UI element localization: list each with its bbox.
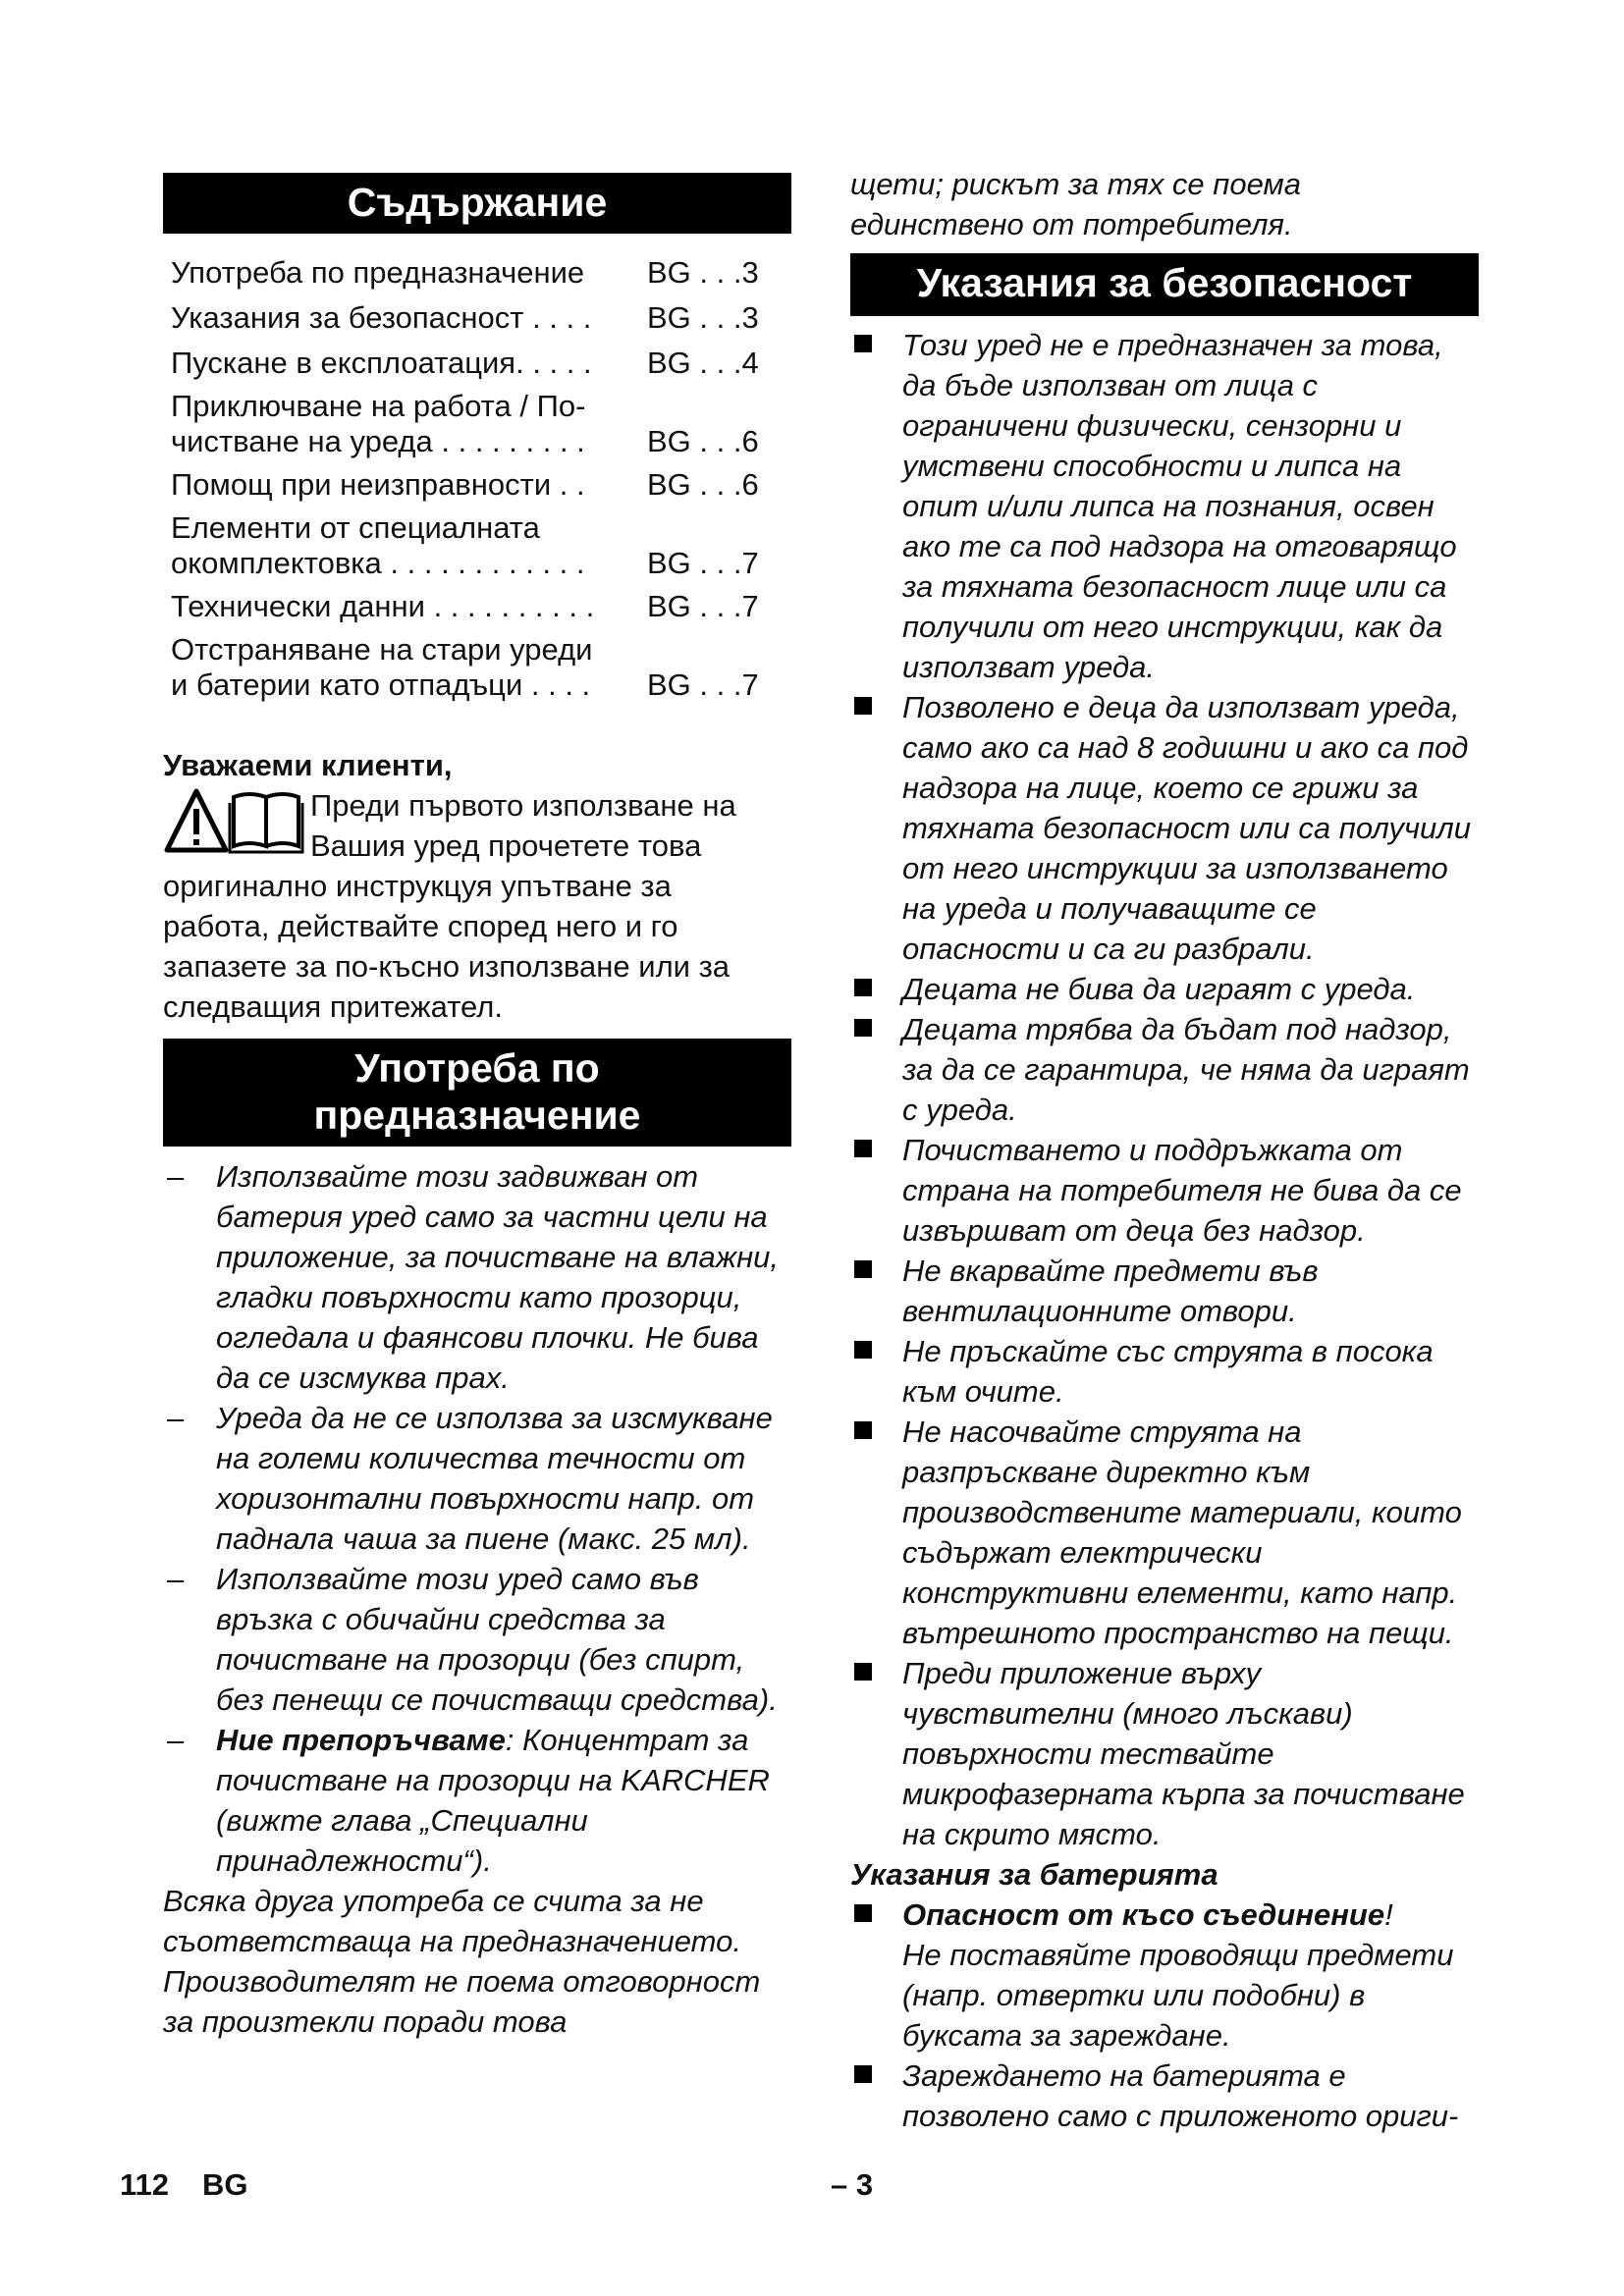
bullet-square-icon	[854, 2065, 872, 2083]
list-item: Този уред не е предназначен за това, да бъде използван от лица с ограничени физически, сензорни и умствени способности и липса на опит и/или липса на познания, освен ако те са под надзора на отговарящо за тяхната безопасност лице или са получили от него инструкции, как да използват уреда.	[850, 325, 1479, 687]
list-item: Преди приложение върху чувствителни (много лъскави) повърхности тествайте микрофазерната кърпа за почистване на скрито място.	[850, 1653, 1479, 1854]
bullet-square-icon	[854, 1260, 872, 1278]
bullet-square-icon	[854, 1421, 872, 1439]
list-item	[163, 1720, 791, 1881]
toc-entry[interactable]: Пускане в експлоатация. . . . . BG . . .4	[171, 346, 759, 380]
bullet-square-icon	[854, 697, 872, 715]
warning-triangle-icon	[163, 785, 310, 862]
footer-sub-page: – 3	[831, 2167, 874, 2202]
safety-heading	[850, 253, 1479, 316]
intended-use-closing: Всяка друга употреба се счита за не съответстваща на предназначението. Производителят не поема отговорност за произтекли поради това	[163, 1884, 761, 2039]
intended-use-body	[163, 1156, 791, 2042]
contents-heading	[163, 173, 791, 234]
bullet-square-icon	[854, 335, 872, 352]
toc-entry[interactable]: Употреба по предназначение BG . . .3	[171, 255, 759, 290]
greeting-line-2: Вашия уред прочетете това	[310, 828, 702, 863]
bullet-square-icon	[854, 1904, 872, 1922]
bullet-square-icon	[854, 1140, 872, 1157]
recommend-bold: Ние препоръчваме	[216, 1723, 506, 1757]
list-item: Не пръскайте със струята в посока към очите.	[850, 1331, 1479, 1412]
toc-entry[interactable]: Указания за безопасност . . . . BG . . .3	[171, 300, 759, 335]
toc-entry[interactable]: Технически данни . . . . . . . . . . BG . . .7	[171, 589, 759, 623]
list-item: Не насочвайте струята на разпръскване директно към производствените материали, които съдържат електрически конструктивни елементи, като напр. вътрешното пространство на пещи.	[850, 1412, 1479, 1653]
list-item: Опасност от късо съединение! Не поставяйте проводящи предмети (напр. отвертки или подобни) в буксата за зареждане.	[850, 1895, 1479, 2056]
intended-use-heading: Употреба по предназначение	[163, 1039, 791, 1147]
bullet-square-icon	[854, 1663, 872, 1681]
manual-book-icon	[230, 794, 302, 852]
list-item: Зареждането на батерията е позволено само с приложеното ориги-	[850, 2056, 1479, 2136]
toc-entry[interactable]: Елементи от специалната окомплектовка . . . . . . . . . . . . BG . . .7	[171, 510, 759, 580]
list-item: – Уреда да не се използва за изсмукване на големи количества течности от хоризонтални повърхности напр. от паднала чаша за пиене (макс. 25 мл).	[163, 1398, 791, 1559]
list-item: Децата не бива да играят с уреда.	[850, 969, 1479, 1009]
battery-subheading: Указания за батерията	[850, 1857, 1218, 1892]
toc-entry[interactable]: Отстраняване на стари уреди и батерии като отпадъци . . . . BG . . .7	[171, 632, 759, 702]
safety-list	[850, 325, 1479, 1854]
recommend-text: : Концентрат за почистване на прозорци на KARCHER (вижте глава „Специални принадлежности“).	[216, 1723, 770, 1878]
list-item: Почистването и поддръжката от страна на потребителя не бива да се извършват от деца без надзор.	[850, 1130, 1479, 1251]
safety-title: Указания за безопасност	[916, 260, 1413, 305]
toc-entry[interactable]: Помощ при неизправности . . BG . . .6	[171, 467, 759, 502]
intended-use-continued: щети; рискът за тях се поема единствено от потребителя.	[850, 167, 1301, 241]
bullet-square-icon	[854, 1341, 872, 1359]
toc-entry[interactable]: Приключване на работа / По- чистване на уреда . . . . . . . . . BG . . .6	[171, 389, 759, 458]
table-of-contents	[171, 253, 799, 703]
list-item: Позволено е деца да използват уреда, само ако са над 8 годишни и ако са под надзора на лице, което се грижи за тяхната безопасност или са получили от него инструкции за използването на уреда и получаващите се опасности и са ги разбрали.	[850, 687, 1479, 969]
battery-short-bold: Опасност от късо съединение	[902, 1897, 1385, 1932]
greeting-icons	[163, 785, 310, 864]
footer-page-number: 112 BG	[120, 2167, 248, 2202]
footer-lang: BG	[202, 2167, 248, 2202]
intended-use-list	[163, 1156, 791, 1881]
list-item: Не вкарвайте предмети във вентилационните отвори.	[850, 1251, 1479, 1331]
greeting-text: оригинално инструкцуя упътване за работа, действайте според него и го запазете за по-късно използване или за следващия притежател.	[163, 869, 731, 1024]
bullet-square-icon	[854, 1019, 872, 1037]
greeting-block	[163, 785, 791, 1027]
list-item: Децата трябва да бъдат под надзор, за да се гарантира, че няма да играят с уреда.	[850, 1009, 1479, 1130]
contents-title: Съдържание	[347, 180, 608, 225]
greeting-title: Уважаеми клиенти,	[163, 748, 453, 782]
greeting-line-1: Преди първото използване на	[310, 788, 736, 823]
list-item: – Използвайте този уред само във връзка с обичайни средства за почистване на прозорци (без спирт, без пенещи се почистващи средства).	[163, 1559, 791, 1720]
safety-body	[850, 325, 1479, 2136]
battery-list	[850, 1895, 1479, 2136]
bullet-square-icon	[854, 979, 872, 996]
list-item: – Използвайте този задвижван от батерия уред само за частни цели на приложение, за почистване на влажни, гладки повърхности като прозорци, огледала и фаянсови плочки. Не бива да се изсмуква прах.	[163, 1156, 791, 1398]
